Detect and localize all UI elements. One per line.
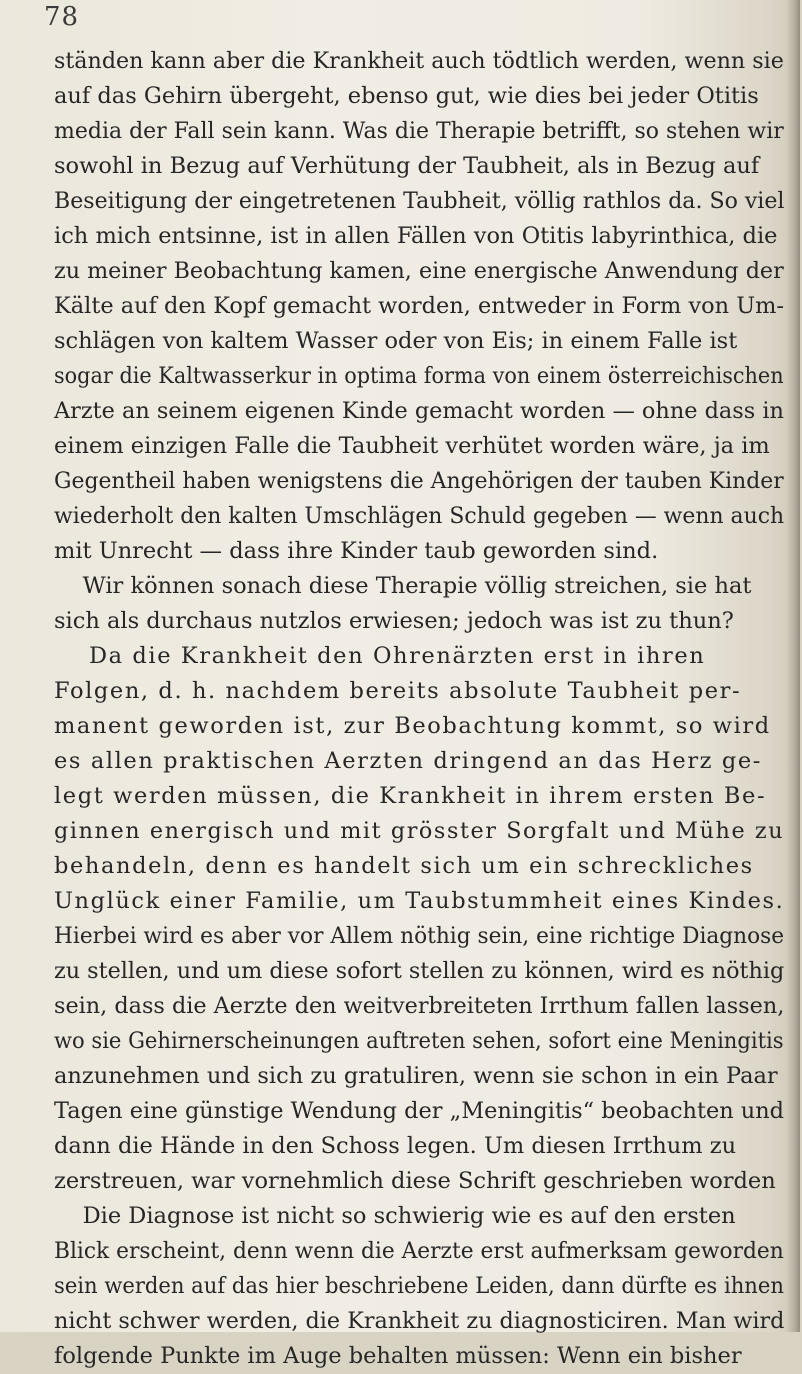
text-line: zu meiner Beobachtung kamen, eine energische Anwendung der	[54, 258, 784, 284]
text-line: schlägen von kaltem Wasser oder von Eis; in einem Falle ist	[54, 328, 738, 354]
text-line: sein, dass die Aerzte den weitverbreiteten Irrthum fallen lassen,	[54, 993, 785, 1019]
text-line: Unglück einer Familie, um Taubstummheit eines Kindes.	[54, 888, 785, 914]
text-line: zu stellen, und um diese sofort stellen zu können, wird es nöthig	[54, 958, 785, 984]
text-line: Gegentheil haben wenigstens die Angehörigen der tauben Kinder	[54, 468, 784, 494]
text-line: Die Diagnose ist nicht so schwierig wie es auf den ersten	[54, 1203, 736, 1229]
text-line: Arzte an seinem eigenen Kinde gemacht worden — ohne dass in	[54, 398, 784, 424]
text-line: ständen kann aber die Krankheit auch tödtlich werden, wenn sie	[54, 48, 784, 74]
text-line: einem einzigen Falle die Taubheit verhütet worden wäre, ja im	[54, 433, 770, 459]
text-line: Wir können sonach diese Therapie völlig streichen, sie hat	[54, 573, 752, 599]
page-edge-shadow	[786, 0, 800, 1332]
text-line: folgende Punkte im Auge behalten müssen: Wenn ein bisher	[54, 1343, 742, 1369]
text-line: Tagen eine günstige Wendung der „Meningitis“ beobachten und	[54, 1098, 784, 1124]
text-line: ginnen energisch und mit grösster Sorgfalt und Mühe zu	[54, 818, 785, 844]
text-line: Beseitigung der eingetretenen Taubheit, völlig rathlos da. So viel	[54, 188, 785, 214]
text-line: nicht schwer werden, die Krankheit zu diagnosticiren. Man wird	[54, 1308, 785, 1334]
text-line: Folgen, d. h. nachdem bereits absolute Taubheit per-	[54, 678, 742, 704]
text-line: wiederholt den kalten Umschlägen Schuld gegeben — wenn auch	[54, 503, 785, 529]
text-line: Kälte auf den Kopf gemacht worden, entweder in Form von Um-	[54, 293, 784, 319]
text-line: legt werden müssen, die Krankheit in ihrem ersten Be-	[54, 783, 767, 809]
text-line: wo sie Gehirnerscheinungen auftreten sehen, sofort eine Meningitis	[54, 1028, 784, 1054]
text-line: es allen praktischen Aerzten dringend an das Herz ge-	[54, 748, 762, 774]
text-line: Da die Krankheit den Ohrenärzten erst in ihren	[54, 643, 706, 669]
text-line: dann die Hände in den Schoss legen. Um diesen Irrthum zu	[54, 1133, 737, 1159]
body-text	[54, 44, 802, 1374]
text-line: Blick erscheint, denn wenn die Aerzte erst aufmerksam geworden	[54, 1238, 784, 1264]
text-line: manent geworden ist, zur Beobachtung kommt, so wird	[54, 713, 771, 739]
text-line: auf das Gehirn übergeht, ebenso gut, wie dies bei jeder Otitis	[54, 83, 759, 109]
text-line: sich als durchaus nutzlos erwiesen; jedoch was ist zu thun?	[54, 608, 734, 634]
page-number: 78	[44, 2, 80, 32]
text-line: Hierbei wird es aber vor Allem nöthig sein, eine richtige Diagnose	[54, 923, 785, 949]
text-line: sein werden auf das hier beschriebene Leiden, dann dürfte es ihnen	[54, 1273, 784, 1299]
text-line: zerstreuen, war vornehmlich diese Schrift geschrieben worden	[54, 1168, 776, 1194]
text-line: behandeln, denn es handelt sich um ein schreckliches	[54, 853, 754, 879]
text-line: sowohl in Bezug auf Verhütung der Taubheit, als in Bezug auf	[54, 153, 760, 179]
text-line: sogar die Kaltwasserkur in optima forma von einem österreichischen	[54, 363, 784, 389]
text-line: media der Fall sein kann. Was die Therapie betrifft, so stehen wir	[54, 118, 784, 144]
text-line: mit Unrecht — dass ihre Kinder taub geworden sind.	[54, 538, 659, 564]
text-line: anzunehmen und sich zu gratuliren, wenn sie schon in ein Paar	[54, 1063, 778, 1089]
text-line: ich mich entsinne, ist in allen Fällen von Otitis labyrinthica, die	[54, 223, 778, 249]
